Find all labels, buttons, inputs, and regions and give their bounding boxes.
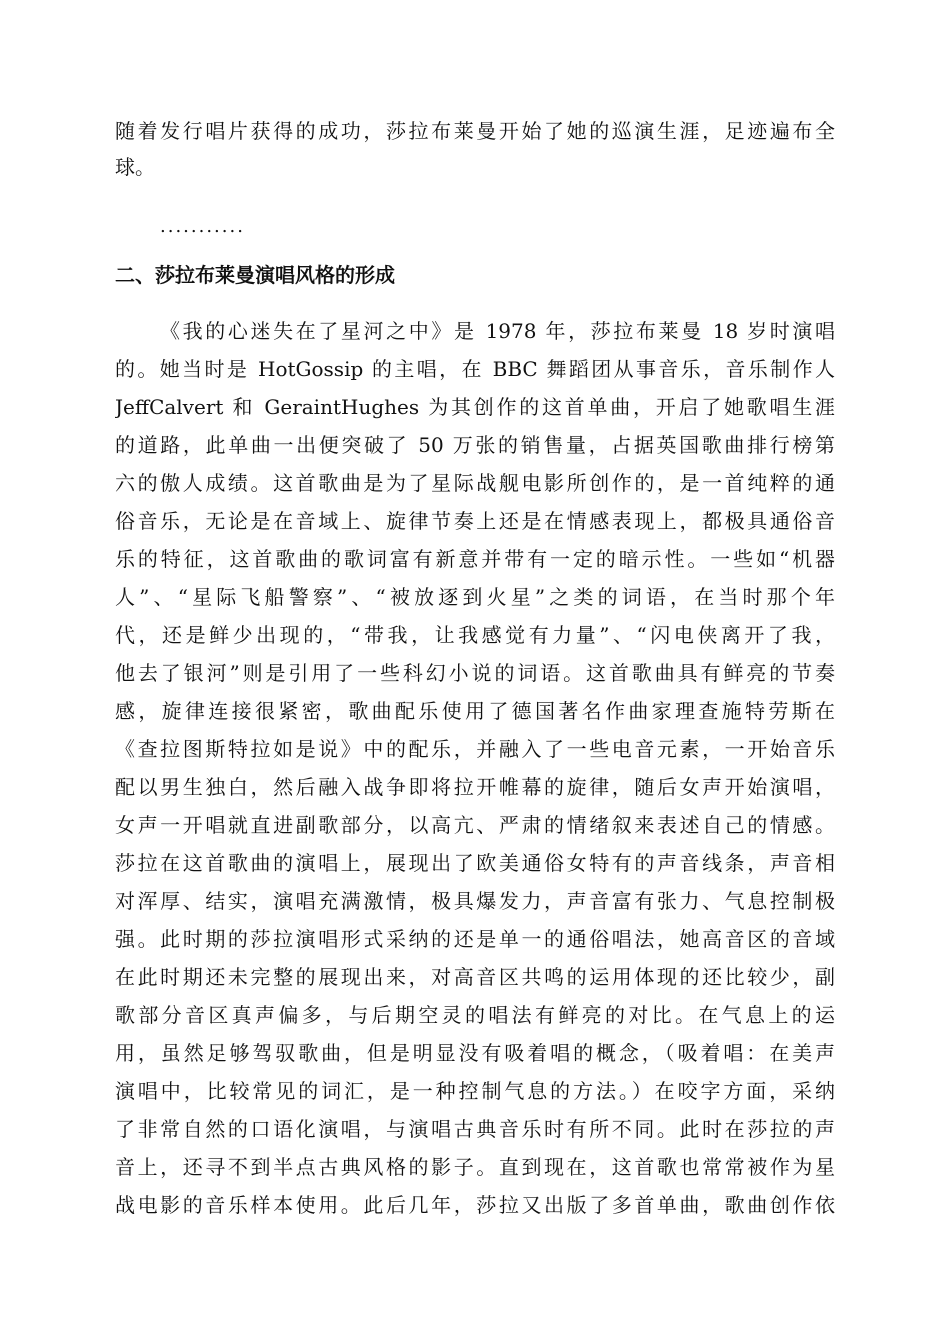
intro-line-2: 球。: [115, 155, 155, 179]
paragraph-line: 用，虽然足够驾驭歌曲，但是明显没有吸着唱的概念，（吸着唱：在美声: [115, 1041, 835, 1065]
paragraph-line: 在此时期还未完整的展现出来，对高音区共鸣的运用体现的还比较少，副: [115, 965, 835, 989]
paragraph-line: 强。此时期的莎拉演唱形式采纳的还是单一的通俗唱法，她高音区的音域: [115, 927, 835, 951]
paragraph-line: 的道路，此单曲一出便突破了 50 万张的销售量，占据英国歌曲排行榜第: [115, 433, 835, 457]
paragraph-line: 人”、“星际飞船警察”、“被放逐到火星”之类的词语，在当时那个年: [115, 585, 835, 609]
paragraph-line: 对浑厚、结实，演唱充满激情，极具爆发力，声音富有张力、气息控制极: [115, 889, 835, 913]
paragraph-line: JeffCalvert 和 GeraintHughes 为其创作的这首单曲，开启了她歌唱生涯: [115, 395, 835, 419]
paragraph-line: 的。她当时是 HotGossip 的主唱，在 BBC 舞蹈团从事音乐，音乐制作人: [115, 357, 835, 381]
paragraph-line: 代，还是鲜少出现的，“带我，让我感觉有力量”、“闪电侠离开了我，: [115, 623, 835, 647]
paragraph-line: 战电影的音乐样本使用。此后几年，莎拉又出版了多首单曲，歌曲创作依: [115, 1193, 835, 1217]
paragraph-line: 六的傲人成绩。这首歌曲是为了星际战舰电影所创作的，是一首纯粹的通: [115, 471, 835, 495]
paragraph-line: 感，旋律连接很紧密，歌曲配乐使用了德国著名作曲家理查施特劳斯在: [115, 699, 835, 723]
paragraph-line: 乐的特征，这首歌曲的歌词富有新意并带有一定的暗示性。一些如“机器: [115, 547, 835, 571]
paragraph-line: 《查拉图斯特拉如是说》中的配乐，并融入了一些电音元素，一开始音乐: [115, 737, 835, 761]
paragraph-line: 配以男生独白，然后融入战争即将拉开帷幕的旋律，随后女声开始演唱，: [115, 775, 835, 799]
paragraph-line: 女声一开唱就直进副歌部分，以高亢、严肃的情绪叙来表述自己的情感。: [115, 813, 835, 837]
paragraph-line: 莎拉在这首歌曲的演唱上，展现出了欧美通俗女特有的声音线条，声音相: [115, 851, 835, 875]
paragraph-line: 歌部分音区真声偏多，与后期空灵的唱法有鲜亮的对比。在气息上的运: [115, 1003, 835, 1027]
ellipsis-separator: ...........: [160, 216, 245, 237]
paragraph-line: 音上，还寻不到半点古典风格的影子。直到现在，这首歌也常常被作为星: [115, 1155, 835, 1179]
paragraph-line: 演唱中，比较常见的词汇，是一种控制气息的方法。）在咬字方面，采纳: [115, 1079, 835, 1103]
paragraph-line: 《我的心迷失在了星河之中》是 1978 年，莎拉布莱曼 18 岁时演唱: [160, 319, 835, 343]
paragraph-line: 他去了银河”则是引用了一些科幻小说的词语。这首歌曲具有鲜亮的节奏: [115, 661, 835, 685]
intro-line-1: 随着发行唱片获得的成功，莎拉布莱曼开始了她的巡演生涯，足迹遍布全: [115, 119, 835, 143]
paragraph-line: 了非常自然的口语化演唱，与演唱古典音乐时有所不同。此时在莎拉的声: [115, 1117, 835, 1141]
paragraph-line: 俗音乐，无论是在音域上、旋律节奏上还是在情感表现上，都极具通俗音: [115, 509, 835, 533]
section-heading: 二、莎拉布莱曼演唱风格的形成: [115, 263, 395, 287]
